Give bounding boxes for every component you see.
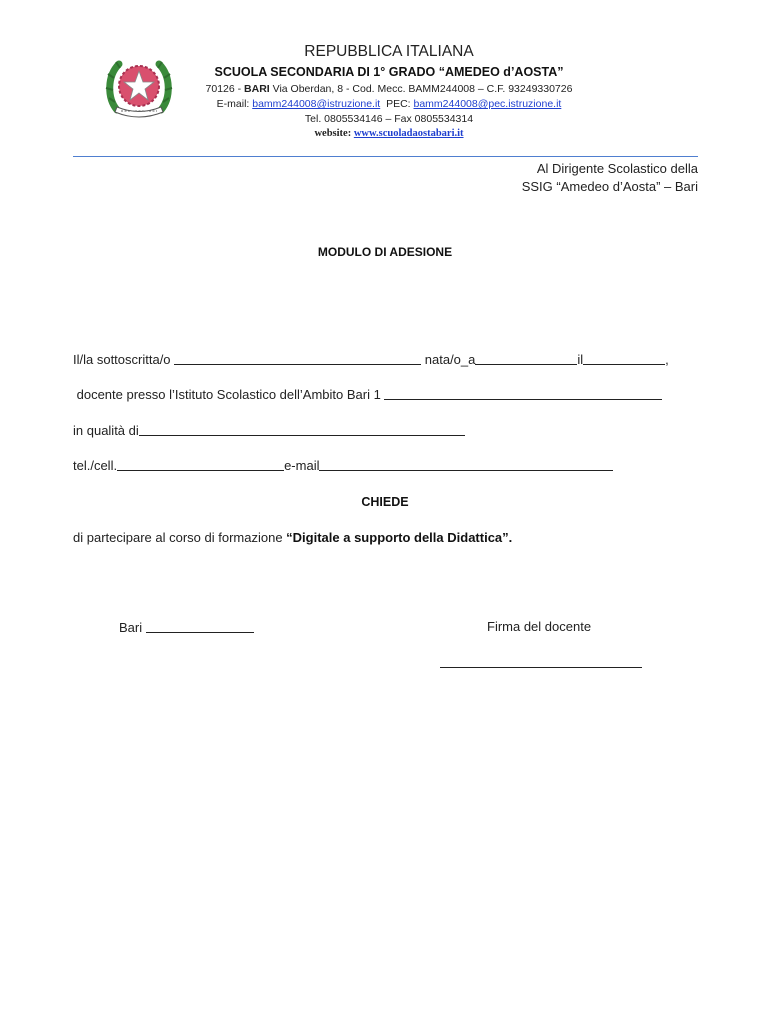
signer-name-field[interactable] [174,351,421,365]
address-rest: Via Oberdan, 8 - Cod. Mecc. BAMM244008 – C.F. 93249330726 [269,83,573,95]
birthdate-suffix: , [665,352,669,367]
request-text [73,530,512,545]
role-label: in qualità di [73,423,139,438]
addressee-line-2: SSIG “Amedeo d’Aosta” – Bari [521,179,698,194]
signer-label: Il/la sottoscritta/o [73,352,175,367]
email-field-label: e-mail [284,458,320,473]
form-row-signer [73,351,669,367]
address-prefix: 70126 - [205,83,245,95]
email-label: E-mail: [216,98,253,110]
pec-link[interactable]: bamm244008@pec.istruzione.it [413,98,562,110]
form-row-school [73,386,662,402]
school-name: SCUOLA SECONDARIA DI 1° GRADO “AMEDEO d’AOSTA” [214,65,564,79]
website-label: website: [314,128,354,139]
birthplace-field[interactable] [475,351,577,365]
phone-field[interactable] [117,457,284,471]
signature-field[interactable] [440,667,642,668]
place-date-row [119,619,254,635]
addressee-line-1: Al Dirigente Scolastico della [536,161,698,176]
role-field[interactable] [139,422,465,436]
addressee-block [522,160,698,196]
email-field[interactable] [319,457,613,471]
pec-label: PEC: [380,98,414,110]
school-website-line [0,128,770,139]
form-row-role [73,422,465,438]
course-name: “Digitale a supporto della Didattica”. [286,530,513,545]
phone-label: tel./cell. [73,458,118,473]
school-label: docente presso l’Istituto Scolastico dell’Ambito Bari 1 [73,387,385,402]
republic-heading: REPUBBLICA ITALIANA [304,43,474,60]
address-city: BARI [244,83,270,95]
place-label: Bari [119,620,146,635]
school-email-line [0,98,770,110]
request-text-body: di partecipare al corso di formazione [73,530,287,545]
school-address [0,83,770,95]
header-divider [73,156,698,157]
form-row-contacts [73,457,613,473]
request-heading: CHIEDE [361,495,409,509]
signature-label: Firma del docente [487,619,592,634]
school-field[interactable] [384,386,662,400]
birthdate-field[interactable] [583,351,665,365]
school-phone: Tel. 0805534146 – Fax 0805534314 [304,113,474,125]
email-link[interactable]: bamm244008@istruzione.it [252,98,381,110]
birthdate-label: il [577,352,584,367]
date-field[interactable] [146,619,254,633]
document-title: MODULO DI ADESIONE [317,245,453,259]
website-link[interactable]: www.scuoladaostabari.it [353,128,464,139]
birthplace-label: nata/o_a [421,352,476,367]
